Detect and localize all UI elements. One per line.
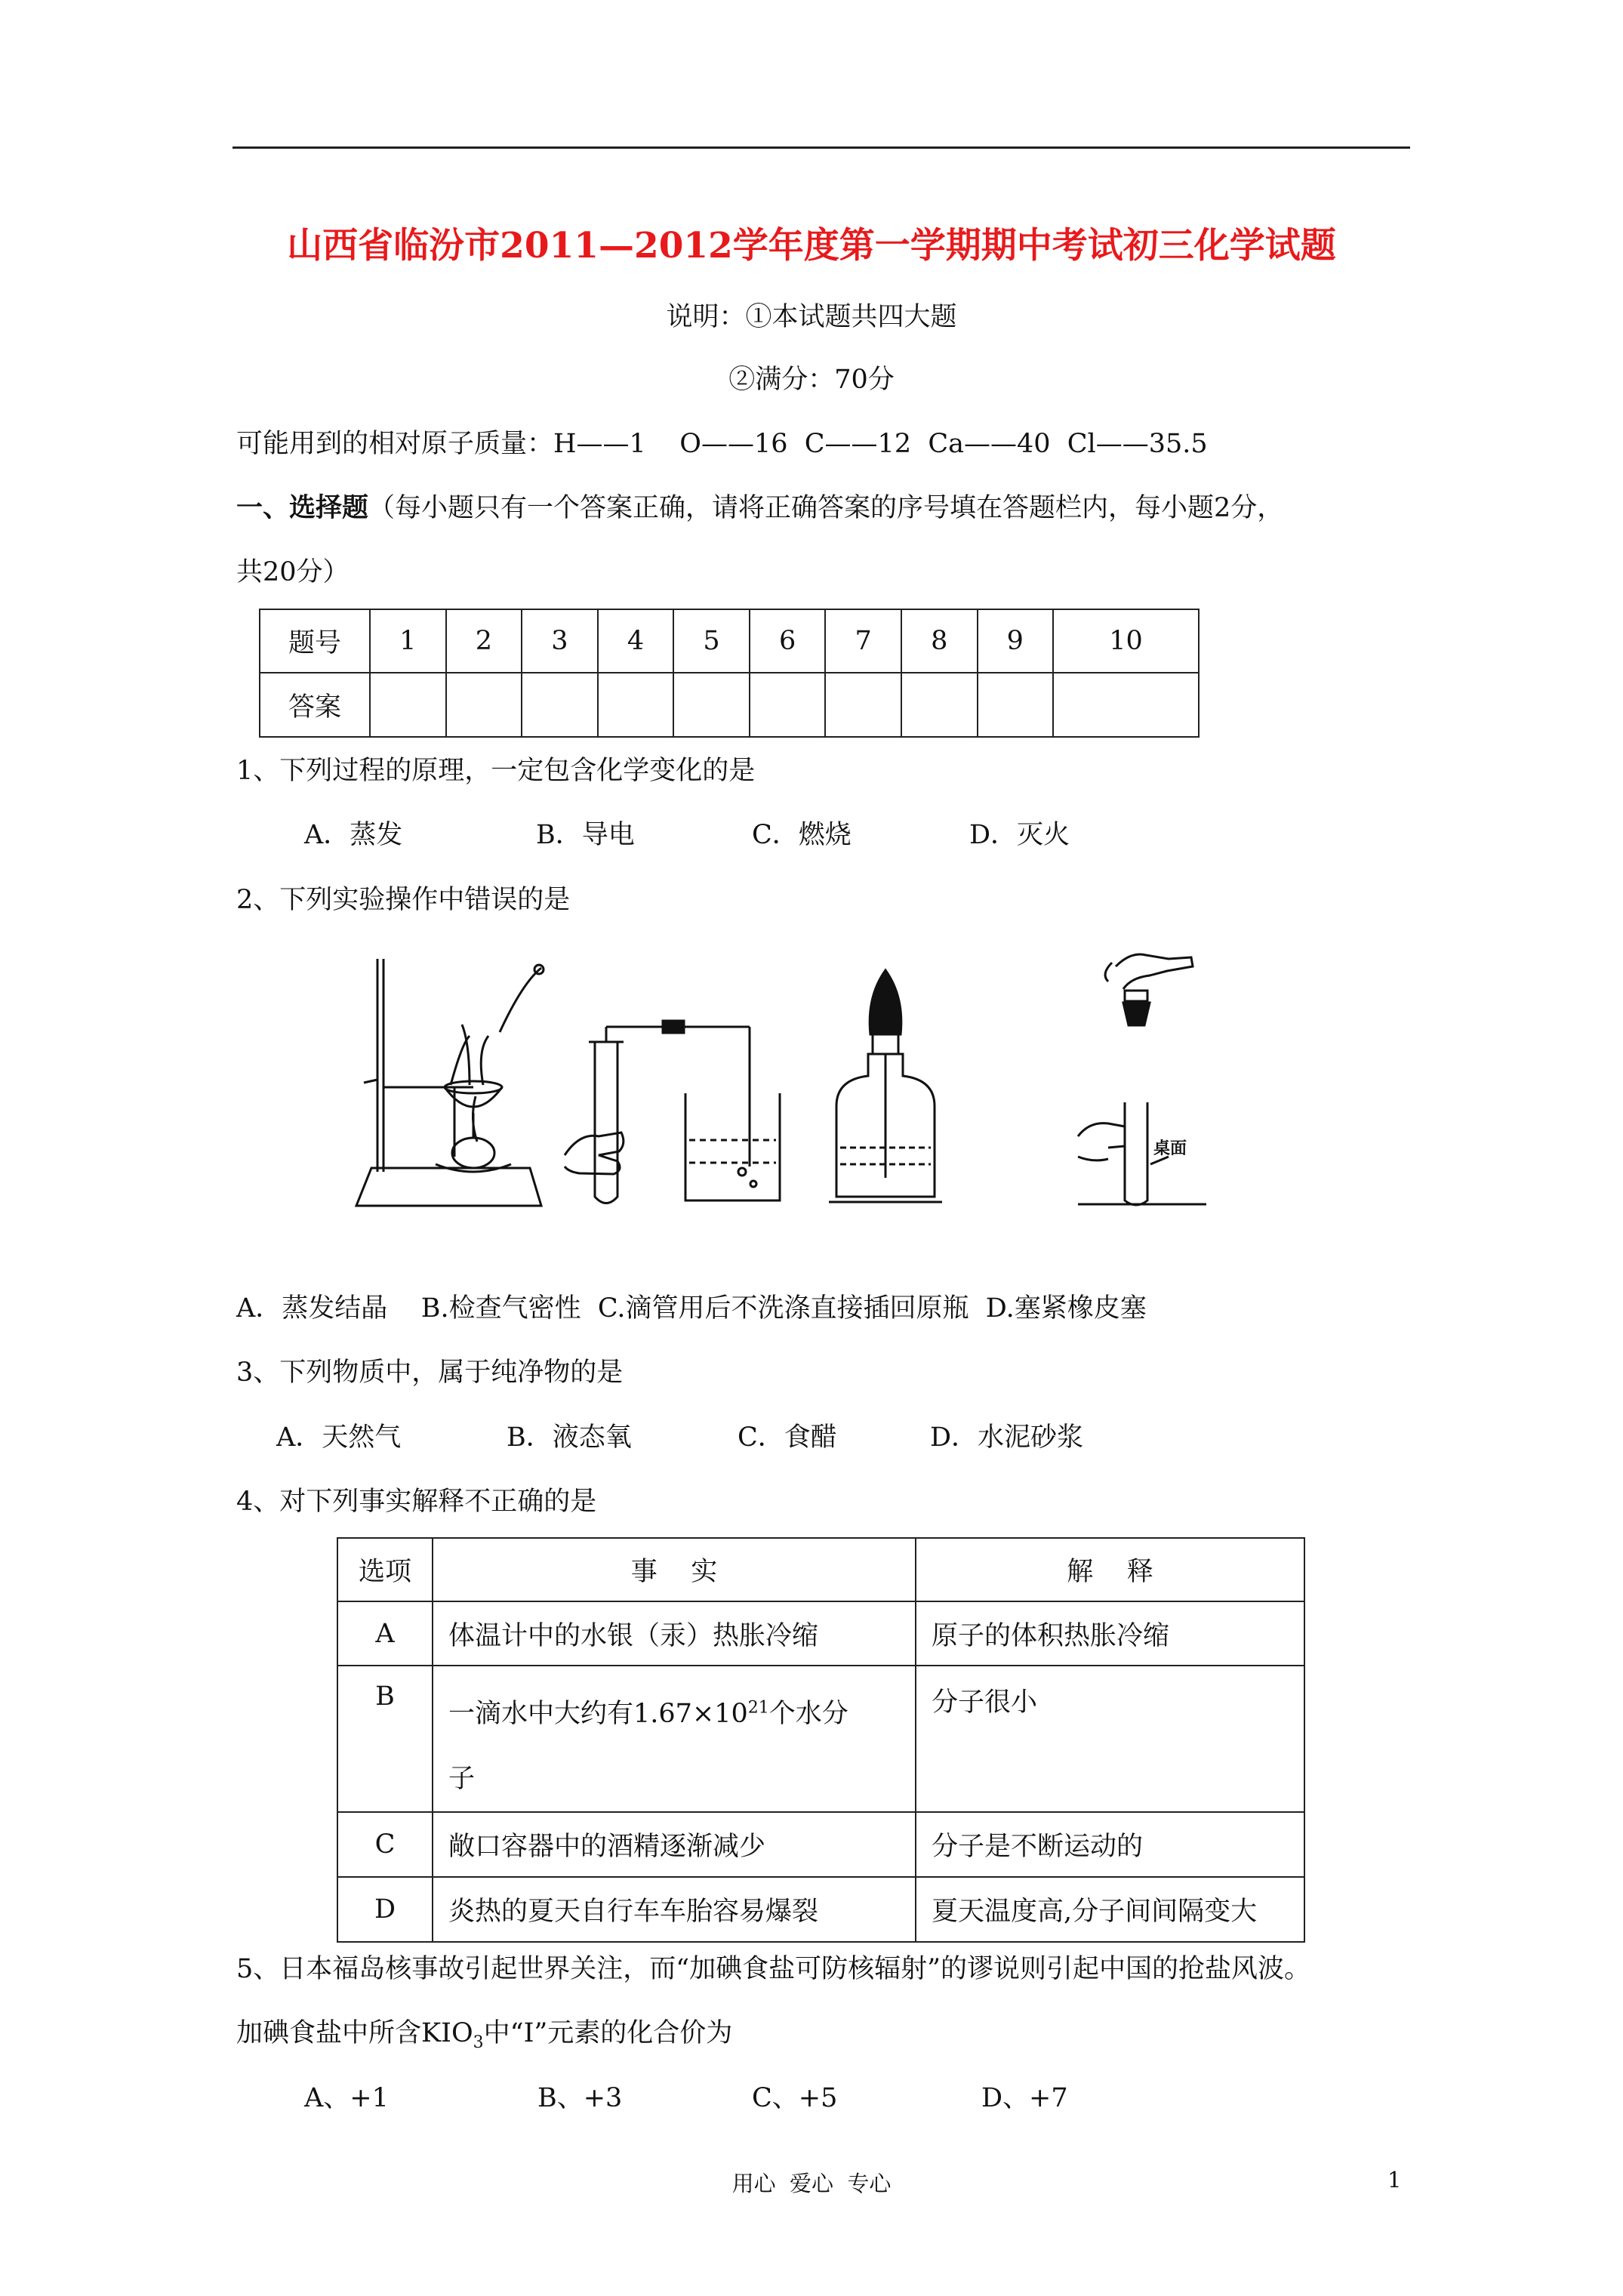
q1-stem: 1、下列过程的原理，一定包含化学变化的是 (236, 756, 756, 786)
q5-option-b: B、+3 (537, 2083, 623, 2113)
evaporation-apparatus-figure (349, 953, 547, 1210)
q5-option-a: A、+1 (304, 2083, 389, 2113)
note-2: ②满分：70分 (728, 365, 895, 395)
q1-option-a: A．蒸发 (304, 820, 403, 850)
q4-header-fact: 事 实 (433, 1538, 916, 1601)
q4-row-explanation: 分子是不断运动的 (916, 1812, 1304, 1877)
q4-table (337, 1537, 1305, 1943)
answer-table-number: 5 (673, 609, 750, 673)
answer-table-number: 3 (522, 609, 598, 673)
section1-line (236, 492, 1283, 525)
footer-motto: 用心 爱心 专心 (731, 2171, 892, 2196)
header-rule (233, 146, 1410, 149)
q3-option-b: B．液态氧 (507, 1422, 632, 1453)
q4-row-option: D (337, 1877, 433, 1942)
q4-header-option: 选项 (337, 1538, 433, 1601)
q4-fact-b-tail: 个水分 (768, 1699, 848, 1729)
section1-desc-cont: 共20分） (236, 557, 350, 587)
q5-option-d: D、+7 (981, 2083, 1068, 2113)
q5-line2-a: 加碘食盐中所含KIO (236, 2018, 473, 2048)
q4-row-explanation: 分子很小 (916, 1666, 1304, 1812)
section1-desc: （每小题只有一个答案正确，请将正确答案的序号填在答题栏内，每小题2分， (368, 493, 1284, 523)
answer-cell[interactable] (598, 673, 674, 737)
q4-row-option: B (337, 1666, 433, 1812)
answer-table-number: 6 (750, 609, 826, 673)
q4-fact-b-exponent: 21 (747, 1698, 769, 1718)
q4-row-fact (433, 1666, 916, 1812)
answer-cell[interactable] (522, 673, 598, 737)
q4-row-fact: 敞口容器中的酒精逐渐减少 (433, 1812, 916, 1877)
answer-table-number: 8 (901, 609, 978, 673)
answer-cell[interactable] (370, 673, 446, 737)
q4-row-fact: 炎热的夏天自行车车胎容易爆裂 (433, 1877, 916, 1942)
q4-stem: 4、对下列事实解释不正确的是 (236, 1487, 597, 1517)
note-1: 说明：①本试题共四大题 (666, 302, 957, 332)
answer-cell[interactable] (825, 673, 901, 737)
answer-table-number: 9 (978, 609, 1054, 673)
answer-table-number: 7 (825, 609, 901, 673)
answer-cell[interactable] (446, 673, 522, 737)
q4-header-explanation: 解 释 (916, 1538, 1304, 1601)
atomic-masses: 可能用到的相对原子质量：H——1 O——16 C——12 Ca——40 Cl——35.5 (236, 429, 1208, 459)
answer-table-number: 10 (1053, 609, 1199, 673)
q3-option-d: D．水泥砂浆 (930, 1422, 1084, 1453)
q2-options: A．蒸发结晶 B.检查气密性 C.滴管用后不洗涤直接插回原瓶 D.塞紧橡皮塞 (236, 1293, 1147, 1324)
q5-stem-line2 (236, 2017, 732, 2050)
q5-line2-b: 中“I”元素的化合价为 (483, 2018, 733, 2048)
q4-fact-b-line2: 子 (448, 1764, 476, 1794)
answer-cell[interactable] (901, 673, 978, 737)
q5-option-c: C、+5 (752, 2083, 838, 2113)
answer-table-number: 4 (598, 609, 674, 673)
answer-cell[interactable] (673, 673, 750, 737)
page-number: 1 (1387, 2167, 1402, 2193)
q5-stem: 5、日本福岛核事故引起世界关注，而“加碘食盐可防核辐射”的谬说则引起中国的抢盐风波。 (236, 1954, 1311, 1984)
q1-option-c: C．燃烧 (752, 820, 852, 850)
q5-line2-subscript: 3 (473, 2033, 484, 2052)
q3-stem: 3、下列物质中，属于纯净物的是 (236, 1358, 624, 1388)
rubber-stopper-figure (1078, 944, 1206, 1210)
dropper-bottle-figure (829, 966, 942, 1210)
q4-row-option: C (337, 1812, 433, 1877)
q4-row-explanation: 夏天温度高,分子间间隔变大 (916, 1877, 1304, 1942)
q3-option-c: C．食醋 (738, 1422, 837, 1453)
answer-table-number: 1 (370, 609, 446, 673)
q4-row-fact: 体温计中的水银（汞）热胀冷缩 (433, 1601, 916, 1666)
exam-title: 山西省临汾市2011—2012学年度第一学期期中考试初三化学试题 (287, 225, 1336, 267)
answer-table-label-numbers: 题号 (260, 609, 370, 673)
q3-option-a: A．天然气 (276, 1422, 402, 1453)
q2-stem: 2、下列实验操作中错误的是 (236, 885, 571, 915)
airtightness-check-figure (565, 1012, 791, 1210)
answer-table-number: 2 (446, 609, 522, 673)
answer-cell[interactable] (1053, 673, 1199, 737)
section1-heading: 一、选择题 (236, 492, 369, 523)
q4-row-option: A (337, 1601, 433, 1666)
desk-label: 桌面 (1153, 1139, 1187, 1158)
q4-fact-b-text: 一滴水中大约有1.67×10 (448, 1699, 748, 1729)
q1-option-d: D．灭火 (969, 820, 1070, 850)
answer-cell[interactable] (978, 673, 1054, 737)
q1-option-b: B．导电 (536, 820, 635, 850)
q4-row-explanation: 原子的体积热胀冷缩 (916, 1601, 1304, 1666)
answer-cell[interactable] (750, 673, 826, 737)
answer-table-label-answers: 答案 (260, 673, 370, 737)
answer-table (259, 609, 1200, 738)
